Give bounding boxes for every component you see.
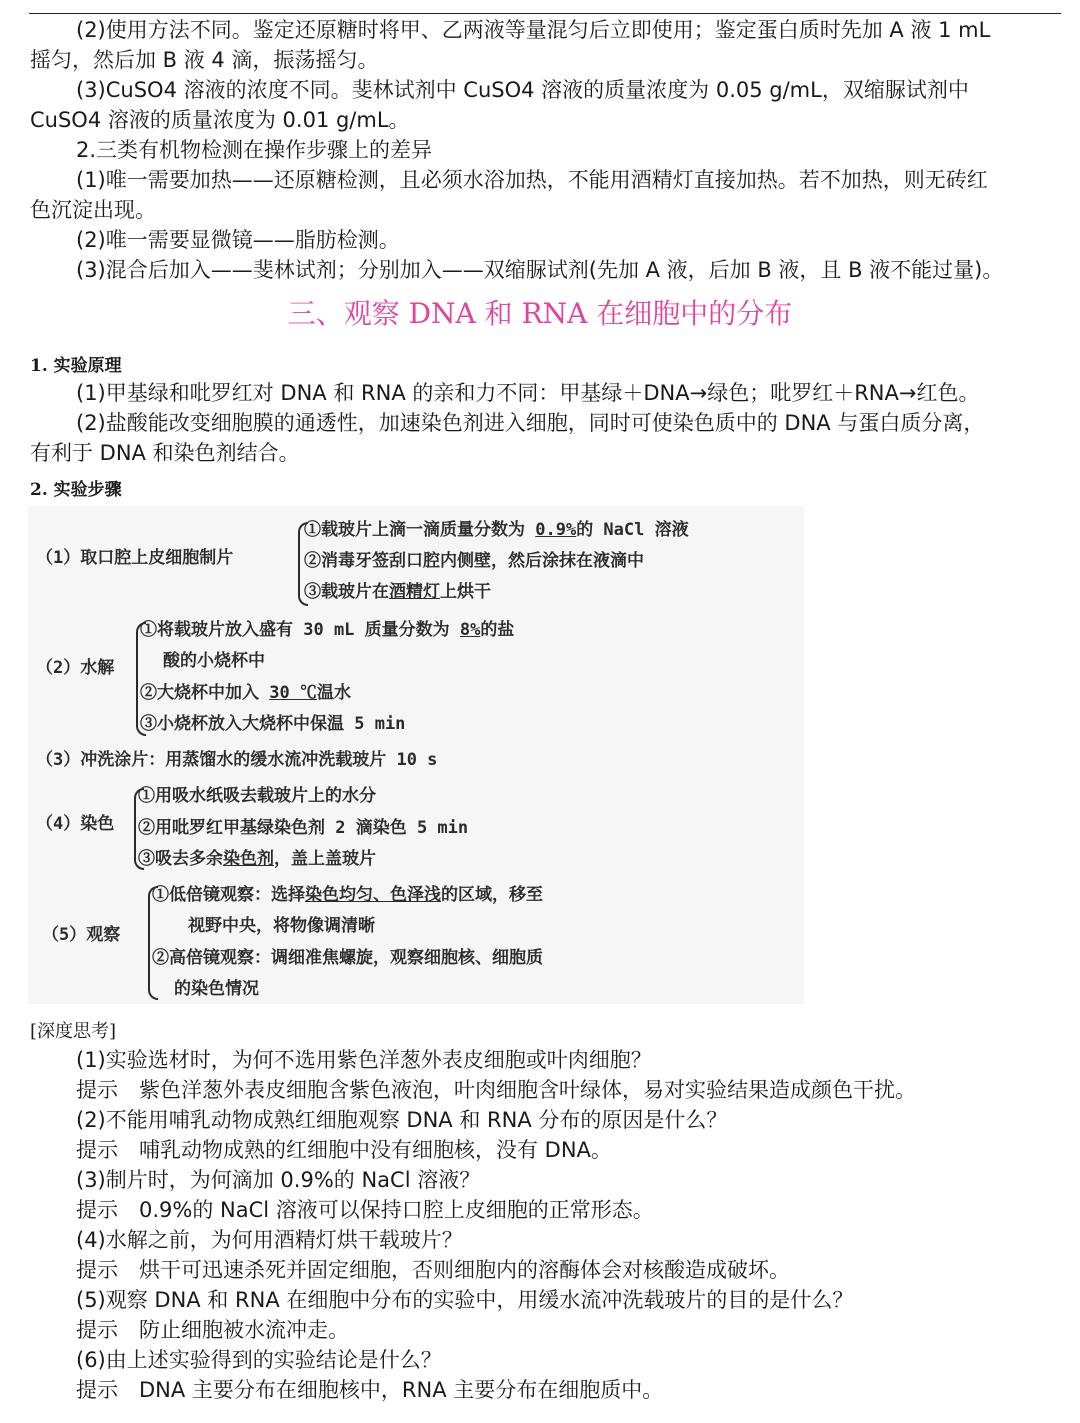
step2-item-a: ①将载玻片放入盛有 30 mL 质量分数为 8%的盐 [140,620,515,640]
step2-item-a-cont: 酸的小烧杯中 [163,651,265,671]
subheading-differences: 2.三类有机物检测在操作步骤上的差异 [76,138,433,162]
paragraph-principle-2-cont: 有利于 DNA 和染色剂结合。 [30,441,300,465]
step1-item-c: ③载玻片在酒精灯上烘干 [304,582,491,602]
paragraph-usage: (2)使用方法不同。鉴定还原糖时将甲、乙两液等量混匀后立即使用；鉴定蛋白质时先加 A 液 1 mL [76,18,991,42]
question-6: (6)由上述实验得到的实验结论是什么？ [76,1348,442,1372]
step5-item-b: ②高倍镜观察：调细准焦螺旋，观察细胞核、细胞质 [152,948,543,968]
answer-2: 提示 哺乳动物成熟的红细胞中没有细胞核，没有 DNA。 [76,1138,612,1162]
experiment-steps-figure [28,506,804,1004]
paragraph-concentration-cont: CuSO4 溶液的质量浓度为 0.01 g/mL。 [30,108,410,132]
answer-6: 提示 DNA 主要分布在细胞核中，RNA 主要分布在细胞质中。 [76,1378,664,1402]
answer-3: 提示 0.9%的 NaCl 溶液可以保持口腔上皮细胞的正常形态。 [76,1198,654,1222]
paragraph-principle-2: (2)盐酸能改变细胞膜的通透性，加速染色剂进入细胞，同时可使染色质中的 DNA 与蛋白质分离， [76,411,985,435]
step1-label: （1）取口腔上皮细胞制片 [36,548,234,568]
paragraph-heating: (1)唯一需要加热——还原糖检测，且必须水浴加热，不能用酒精灯直接加热。若不加热，则无砖红 [76,168,988,192]
step4-item-c: ③吸去多余染色剂，盖上盖玻片 [138,849,376,869]
section-title: 三、观察 DNA 和 RNA 在细胞中的分布 [287,297,793,330]
question-4: (4)水解之前，为何用酒精灯烘干载玻片？ [76,1228,463,1252]
paragraph-concentration: (3)CuSO4 溶液的浓度不同。斐林试剂中 CuSO4 溶液的质量浓度为 0.05 g/mL，双缩脲试剂中 [76,78,969,102]
question-1: (1)实验选材时，为何不选用紫色洋葱外表皮细胞或叶肉细胞？ [76,1048,652,1072]
question-2: (2)不能用哺乳动物成熟红细胞观察 DNA 和 RNA 分布的原因是什么？ [76,1108,728,1132]
step1-item-b: ②消毒牙签刮口腔内侧壁，然后涂抹在液滴中 [304,551,644,571]
heading-principle: 1. 实验原理 [30,356,122,376]
step3-label: （3）冲洗涂片：用蒸馏水的缓水流冲洗载玻片 10 s [36,750,438,770]
step5-label: （5）观察 [42,925,121,945]
step4-label: （4）染色 [36,814,115,834]
step2-label: （2）水解 [36,658,115,678]
paragraph-principle-1: (1)甲基绿和吡罗红对 DNA 和 RNA 的亲和力不同：甲基绿＋DNA→绿色；吡罗红＋RNA→红色。 [76,381,980,405]
heading-steps: 2. 实验步骤 [30,480,122,500]
step4-item-a: ①用吸水纸吸去载玻片上的水分 [138,786,376,806]
question-3: (3)制片时，为何滴加 0.9%的 NaCl 溶液？ [76,1168,481,1192]
paragraph-heating-cont: 色沉淀出现。 [30,198,156,222]
top-rule [29,13,1061,14]
answer-5: 提示 防止细胞被水流冲走。 [76,1318,349,1342]
deep-thinking-heading: [深度思考] [30,1021,117,1042]
step2-item-b: ②大烧杯中加入 30 ℃温水 [140,683,351,703]
paragraph-microscope: (2)唯一需要显微镜——脂肪检测。 [76,228,400,252]
question-5: (5)观察 DNA 和 RNA 在细胞中分布的实验中，用缓水流冲洗载玻片的目的是什么？ [76,1288,854,1312]
paragraph-usage-cont: 摇匀，然后加 B 液 4 滴，振荡摇匀。 [30,48,379,72]
step1-item-a: ①载玻片上滴一滴质量分数为 0.9%的 NaCl 溶液 [304,520,689,540]
answer-4: 提示 烘干可迅速杀死并固定细胞，否则细胞内的溶酶体会对核酸造成破坏。 [76,1258,790,1282]
step5-item-a: ①低倍镜观察：选择染色均匀、色泽浅的区域，移至 [152,885,543,905]
step2-item-c: ③小烧杯放入大烧杯中保温 5 min [140,714,406,734]
step5-item-b-cont: 的染色情况 [174,979,259,999]
answer-1: 提示 紫色洋葱外表皮细胞含紫色液泡，叶肉细胞含叶绿体，易对实验结果造成颜色干扰。 [76,1078,916,1102]
step5-item-a-cont: 视野中央，将物像调清晰 [188,916,375,936]
paragraph-mixing: (3)混合后加入——斐林试剂；分别加入——双缩脲试剂(先加 A 液，后加 B 液，且 B 液不能过量)。 [76,258,1004,282]
step4-item-b: ②用吡罗红甲基绿染色剂 2 滴染色 5 min [138,818,469,838]
